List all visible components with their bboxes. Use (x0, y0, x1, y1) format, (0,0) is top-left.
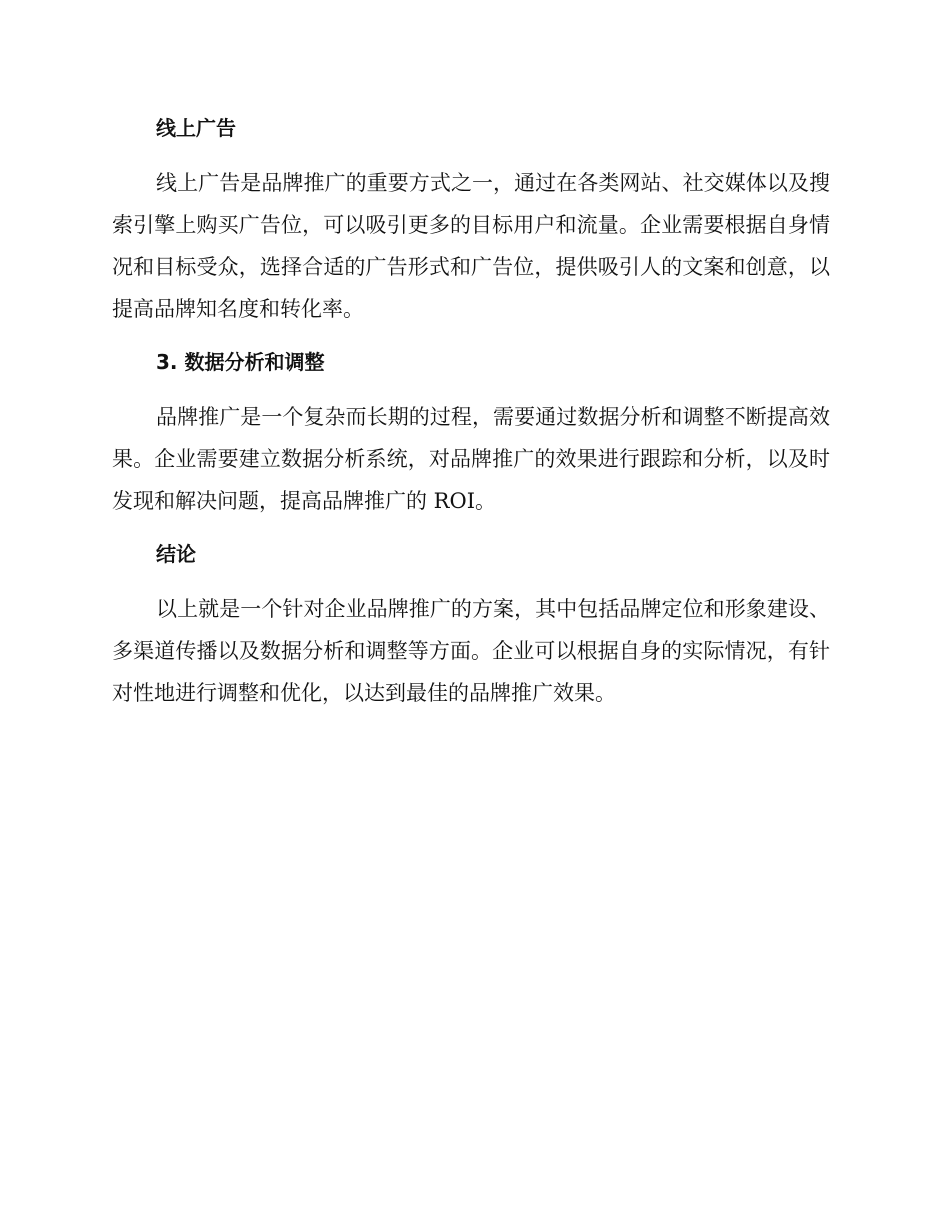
document-body (112, 108, 830, 714)
section-paragraph-data-analysis: 品牌推广是一个复杂而长期的过程，需要通过数据分析和调整不断提高效果。企业需要建立数据分析系统，对品牌推广的效果进行跟踪和分析，以及时发现和解决问题，提高品牌推广的 ROI。 (112, 405, 830, 513)
section-paragraph-conclusion: 以上就是一个针对企业品牌推广的方案，其中包括品牌定位和形象建设、多渠道传播以及数据分析和调整等方面。企业可以根据自身的实际情况，有针对性地进行调整和优化，以达到最佳的品牌推广效果。 (112, 597, 830, 705)
section-heading-data-analysis: 3. 数据分析和调整 (156, 350, 325, 374)
section-heading-online-ads: 线上广告 (156, 116, 236, 140)
section-paragraph-online-ads: 线上广告是品牌推广的重要方式之一，通过在各类网站、社交媒体以及搜索引擎上购买广告位，可以吸引更多的目标用户和流量。企业需要根据自身情况和目标受众，选择合适的广告形式和广告位，提供吸引人的文案和创意，以提高品牌知名度和转化率。 (112, 171, 830, 321)
section-heading-conclusion: 结论 (156, 542, 196, 566)
